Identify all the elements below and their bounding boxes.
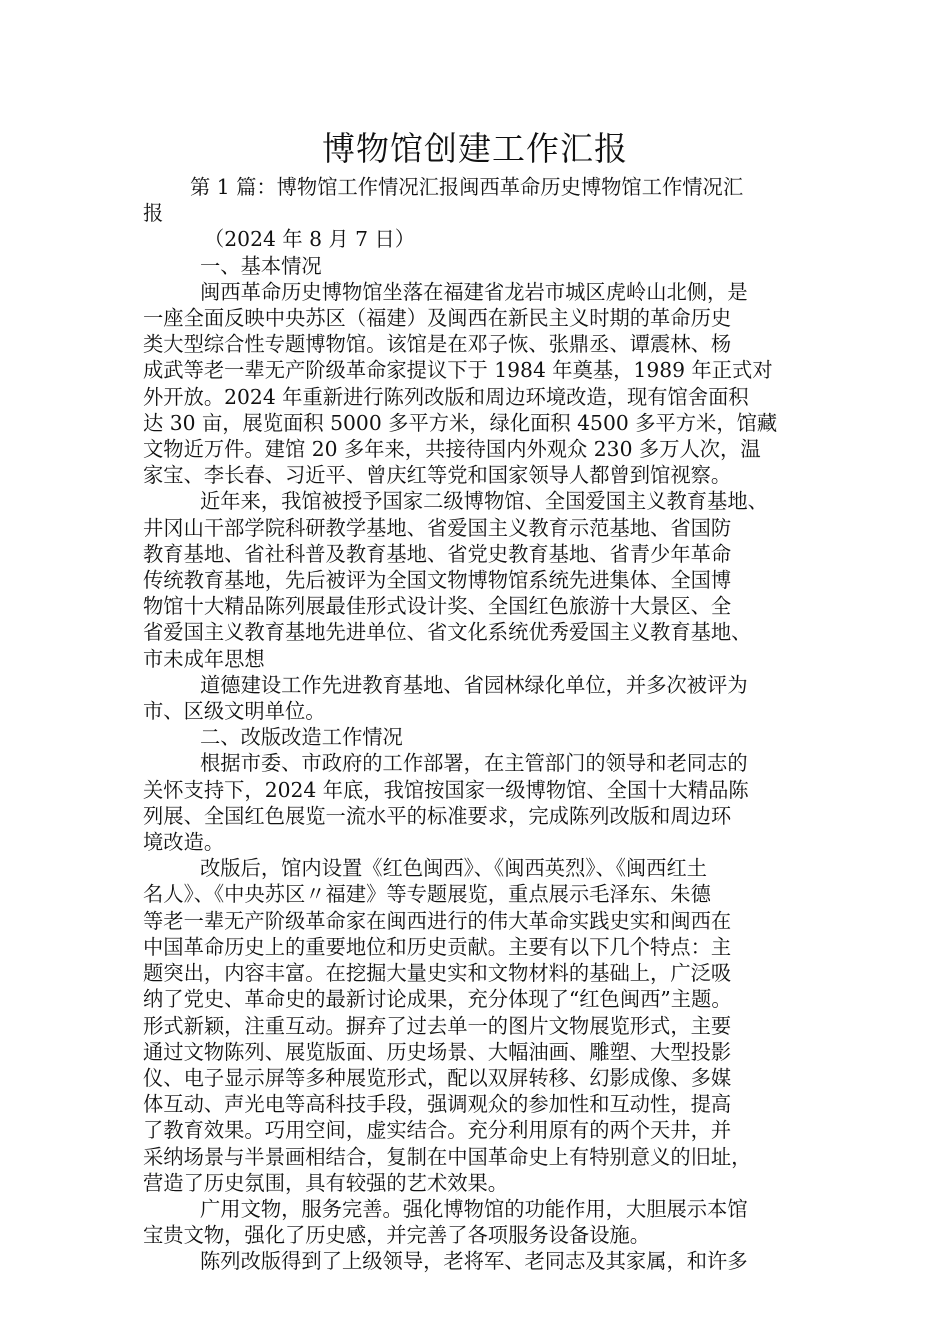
paragraph-line: 宝贵文物，强化了历史感，并完善了各项服务设备设施。 xyxy=(143,1223,651,1248)
paragraph-line: 关怀支持下，2024 年底，我馆按国家一级博物馆、全国十大精品陈 xyxy=(143,777,749,802)
paragraph-line: 成武等老一辈无产阶级革命家提议下于 1984 年奠基，1989 年正式对 xyxy=(143,358,773,383)
paragraph-line: 外开放。2024 年重新进行陈列改版和周边环境改造，现有馆舍面积 xyxy=(143,384,749,409)
paragraph-line: 了教育效果。巧用空间，虚实结合。充分利用原有的两个天井，并 xyxy=(143,1118,732,1143)
document-title: 博物馆创建工作汇报 xyxy=(322,129,628,168)
paragraph-line: 改版后，馆内设置《红色闽西》、《闽西英烈》、《闽西红土 xyxy=(200,856,708,881)
paragraph-line: 根据市委、市政府的工作部署，在主管部门的领导和老同志的 xyxy=(200,751,748,776)
paragraph-line: 境改造。 xyxy=(143,830,225,855)
paragraph-line: 道德建设工作先进教育基地、省园林绿化单位，并多次被评为 xyxy=(200,672,748,697)
paragraph-line: 井冈山干部学院科研教学基地、省爱国主义教育示范基地、省国防 xyxy=(143,515,732,540)
paragraph-line: 报 xyxy=(143,201,164,226)
paragraph-line: 通过文物陈列、展览版面、历史场景、大幅油画、雕塑、大型投影 xyxy=(143,1039,732,1064)
paragraph-line: （2024 年 8 月 7 日） xyxy=(204,227,416,252)
paragraph-line: 陈列改版得到了上级领导，老将军、老同志及其家属，和许多 xyxy=(200,1249,748,1274)
paragraph-line: 文物近万件。建馆 20 多年来，共接待国内外观众 230 多万人次，温 xyxy=(143,437,761,462)
paragraph-line: 体互动、声光电等高科技手段，强调观众的参加性和互动性，提高 xyxy=(143,1092,732,1117)
paragraph-line: 广用文物，服务完善。强化博物馆的功能作用，大胆展示本馆 xyxy=(200,1196,748,1221)
paragraph-line: 近年来，我馆被授予国家二级博物馆、全国爱国主义教育基地、 xyxy=(200,489,768,514)
paragraph-line: 形式新颖，注重互动。摒弃了过去单一的图片文物展览形式，主要 xyxy=(143,1013,732,1038)
paragraph-line: 列展、全国红色展览一流水平的标准要求，完成陈列改版和周边环 xyxy=(143,803,732,828)
paragraph-line: 名人》、《中央苏区〃福建》等专题展览，重点展示毛泽东、朱德 xyxy=(143,882,711,907)
paragraph-line: 一、基本情况 xyxy=(200,253,322,278)
paragraph-line: 省爱国主义教育基地先进单位、省文化系统优秀爱国主义教育基地、 xyxy=(143,620,752,645)
paragraph-line: 物馆十大精品陈列展最佳形式设计奖、全国红色旅游十大景区、全 xyxy=(143,594,732,619)
paragraph-line: 第 1 篇：博物馆工作情况汇报闽西革命历史博物馆工作情况汇 xyxy=(190,175,744,199)
paragraph-line: 教育基地、省社科普及教育基地、省党史教育基地、省青少年革命 xyxy=(143,541,732,566)
paragraph-line: 等老一辈无产阶级革命家在闽西进行的伟大革命实践史实和闽西在 xyxy=(143,908,732,933)
document-body xyxy=(143,174,811,1275)
paragraph-line: 题突出，内容丰富。在挖掘大量史实和文物材料的基础上，广泛吸 xyxy=(143,961,732,986)
paragraph-line: 家宝、李长春、习近平、曾庆红等党和国家领导人都曾到馆视察。 xyxy=(143,463,732,488)
paragraph-line: 传统教育基地，先后被评为全国文物博物馆系统先进集体、全国博 xyxy=(143,568,732,593)
paragraph-line: 仪、电子显示屏等多种展览形式，配以双屏转移、幻影成像、多媒 xyxy=(143,1065,732,1090)
paragraph-line: 纳了党史、革命史的最新讨论成果，充分体现了“红色闽西”主题。 xyxy=(143,987,732,1012)
paragraph-line: 采纳场景与半景画相结合，复制在中国革命史上有特别意义的旧址， xyxy=(143,1144,752,1169)
paragraph-line: 二、改版改造工作情况 xyxy=(200,725,403,750)
paragraph-line: 市未成年思想 xyxy=(143,646,265,671)
paragraph-line: 类大型综合性专题博物馆。该馆是在邓子恢、张鼎丞、谭震林、杨 xyxy=(143,332,732,357)
paragraph-line: 一座全面反映中央苏区（福建）及闽西在新民主义时期的革命历史 xyxy=(143,306,732,331)
paragraph-line: 达 30 亩，展览面积 5000 多平方米，绿化面积 4500 多平方米，馆藏 xyxy=(143,410,778,435)
paragraph-line: 营造了历史氛围，具有较强的艺术效果。 xyxy=(143,1170,509,1195)
paragraph-line: 市、区级文明单位。 xyxy=(143,699,326,724)
paragraph-line: 闽西革命历史博物馆坐落在福建省龙岩市城区虎岭山北侧，是 xyxy=(200,279,748,304)
paragraph-line: 中国革命历史上的重要地位和历史贡献。主要有以下几个特点：主 xyxy=(143,934,732,959)
